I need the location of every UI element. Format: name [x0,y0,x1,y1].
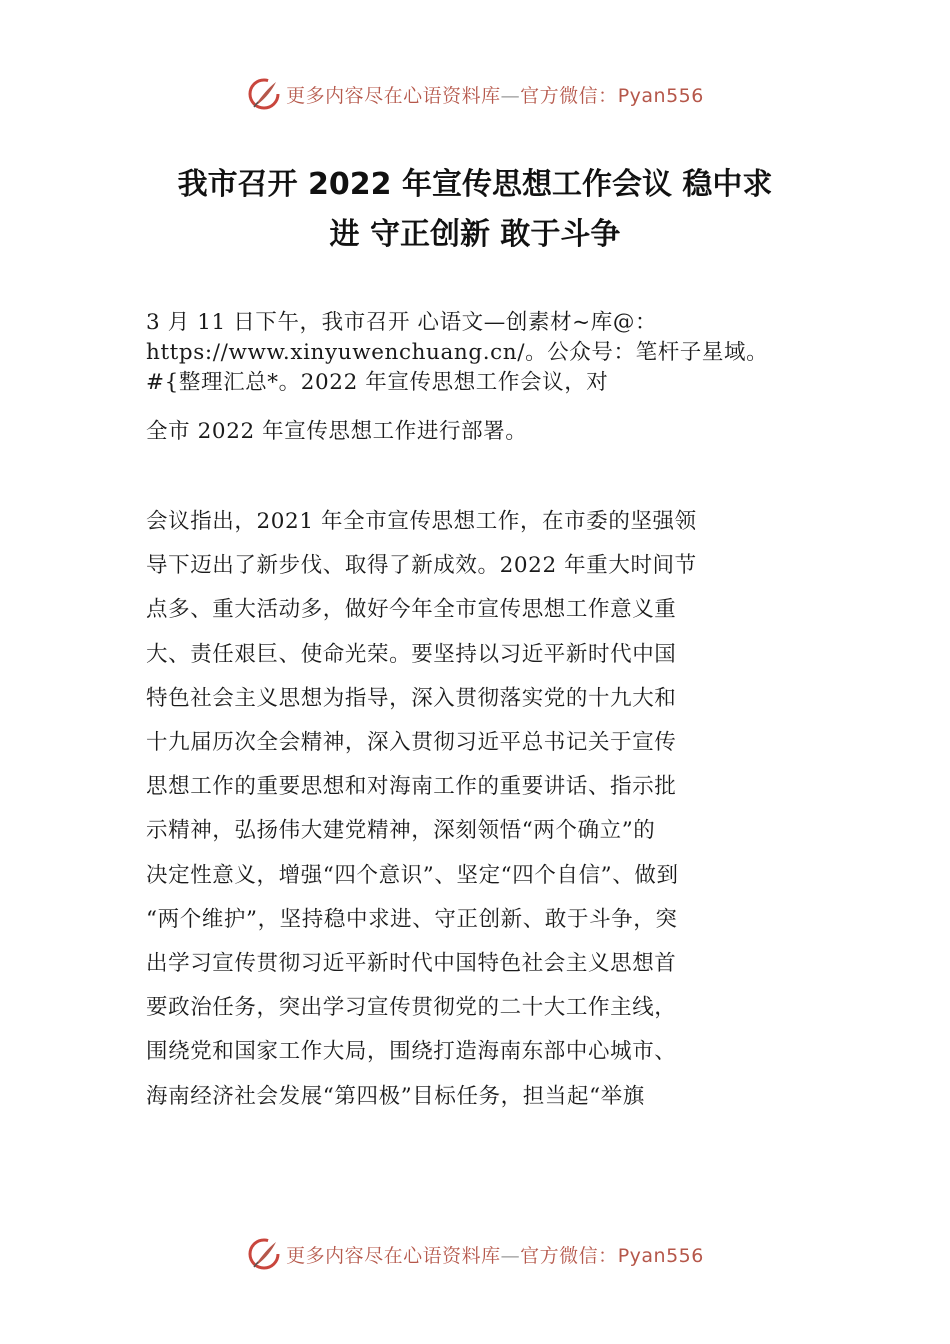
intro-paragraph [146,308,826,398]
text-line: 示精神，弘扬伟大建党精神，深刻领悟“两个确立”的 [146,818,656,844]
text-line: #{整理汇总*。2022 年宣传思想工作会议，对 [146,370,609,395]
body-paragraph [146,500,811,1119]
wechat-id: Pyan556 [617,84,704,107]
text-line: “两个维护”，坚持稳中求进、守正创新、敢于斗争，突 [146,906,678,932]
title-line: 进 守正创新 敢于斗争 [329,217,621,252]
intro-tail [146,415,826,449]
text-line: https://www.xinyuwenchuang.cn/。公众号：笔杆子星域。 [146,340,769,365]
text-line: 3 月 11 日下午，我市召开 心语文—创素材~库@： [146,310,658,335]
text-line: 海南经济社会发展“第四极”目标任务，担当起“举旗 [146,1083,645,1109]
text-line: 全市 2022 年宣传思想工作进行部署。 [146,419,528,444]
wechat-id: Pyan556 [617,1244,704,1267]
text-line: 围绕党和国家工作大局，围绕打造海南东部中心城市、 [146,1039,677,1065]
text-line: 决定性意义，增强“四个意识”、坚定“四个自信”、做到 [146,862,679,888]
text-line: 导下迈出了新步伐、取得了新成效。2022 年重大时间节 [146,553,697,579]
header-banner-text: 更多内容尽在心语资料库—官方微信：Pyan556 [286,84,704,107]
text-line: 大、责任艰巨、使命光荣。要坚持以习近平新时代中国 [146,641,677,667]
footer-banner-text: 更多内容尽在心语资料库—官方微信：Pyan556 [286,1244,704,1267]
quill-logo-icon [246,76,282,112]
header-banner [0,72,950,116]
footer-banner [0,1232,950,1276]
quill-logo-icon [246,1236,282,1272]
text-line: 点多、重大活动多，做好今年全市宣传思想工作意义重 [146,597,677,623]
text-line: 出学习宣传贯彻习近平新时代中国特色社会主义思想首 [146,951,677,977]
text-line: 要政治任务，突出学习宣传贯彻党的二十大工作主线， [146,995,677,1021]
text-line: 思想工作的重要思想和对海南工作的重要讲话、指示批 [146,774,677,800]
text-line: 会议指出，2021 年全市宣传思想工作，在市委的坚强领 [146,509,697,534]
text-line: 特色社会主义思想为指导，深入贯彻落实党的十九大和 [146,685,677,711]
document-title [100,160,850,260]
text-line: 十九届历次全会精神，深入贯彻习近平总书记关于宣传 [146,730,677,756]
title-line: 我市召开 2022 年宣传思想工作会议 稳中求 [177,167,773,202]
